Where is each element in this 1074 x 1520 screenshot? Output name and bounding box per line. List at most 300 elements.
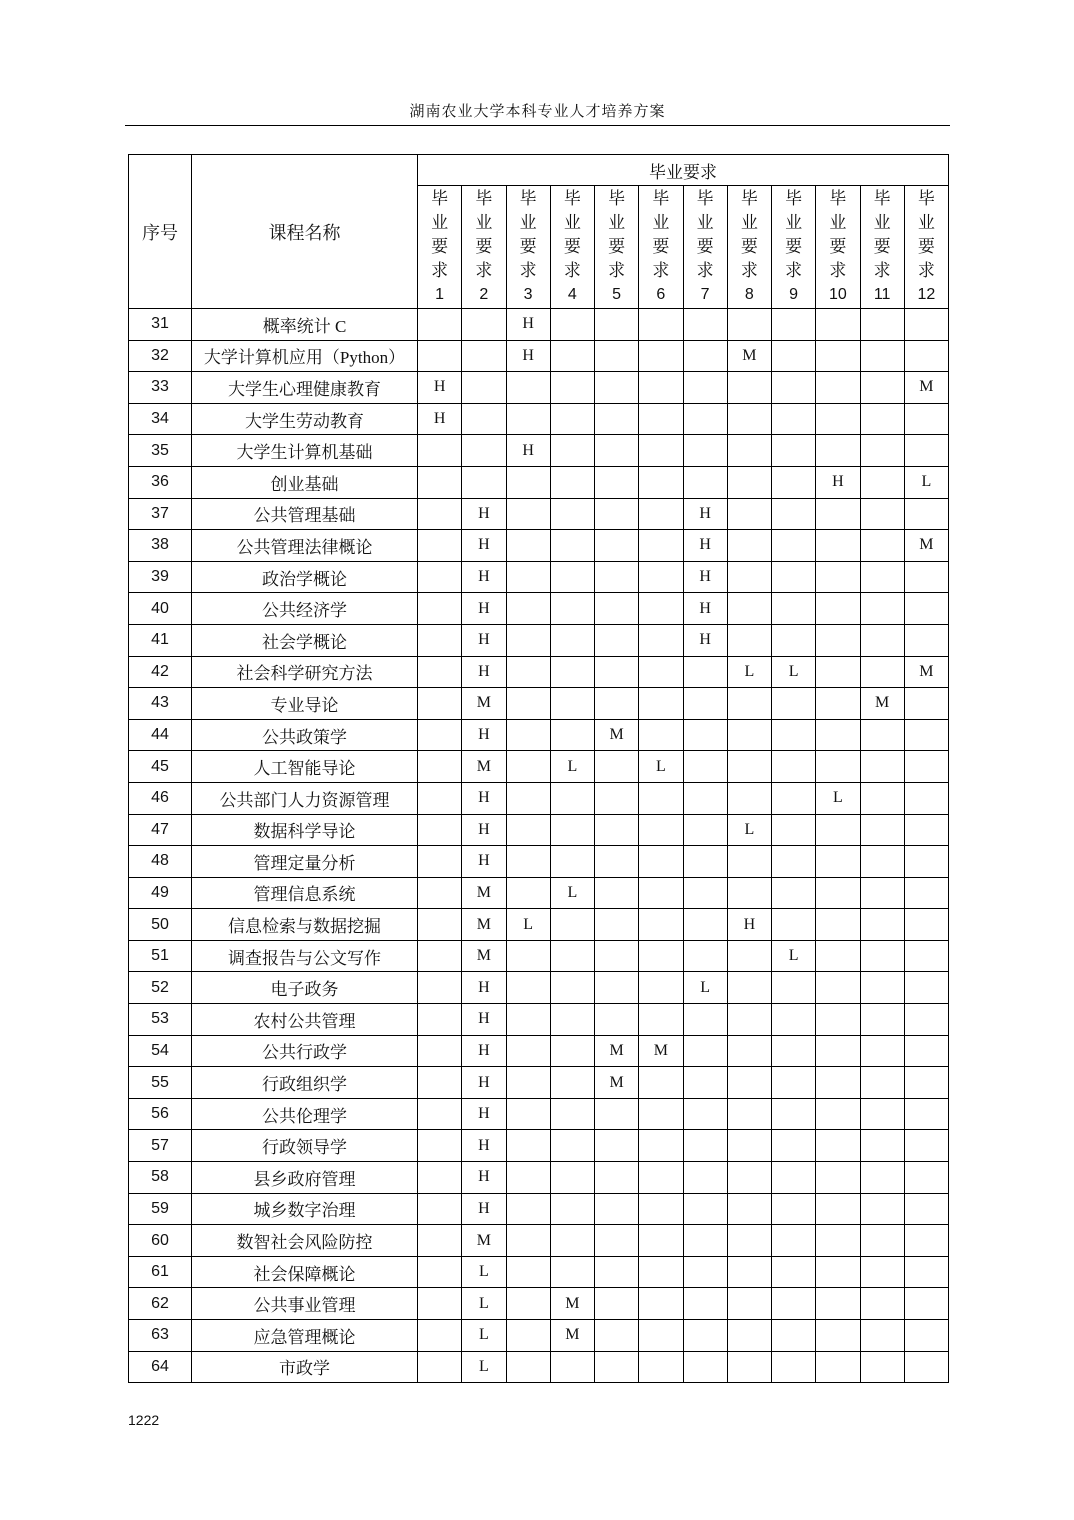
row-number: 46 <box>129 782 192 814</box>
requirement-mark <box>418 498 462 530</box>
requirement-mark: M <box>462 1225 506 1257</box>
requirement-mark <box>816 403 860 435</box>
requirement-mark <box>418 1067 462 1099</box>
col-header-requirement <box>639 186 683 309</box>
requirement-number: 11 <box>873 286 891 303</box>
course-name: 社会科学研究方法 <box>192 656 418 688</box>
course-name: 市政学 <box>192 1351 418 1383</box>
requirement-mark: H <box>462 593 506 625</box>
requirement-mark <box>418 877 462 909</box>
requirement-mark <box>727 1098 771 1130</box>
requirement-mark <box>418 1256 462 1288</box>
requirement-mark <box>816 1130 860 1162</box>
requirement-mark <box>683 877 727 909</box>
requirement-mark <box>727 1256 771 1288</box>
requirement-mark <box>683 1067 727 1099</box>
requirement-mark <box>860 1256 904 1288</box>
requirement-mark <box>506 1288 550 1320</box>
requirement-label: 毕业要求 <box>696 189 714 280</box>
requirement-mark <box>860 1225 904 1257</box>
requirement-mark <box>904 1004 948 1036</box>
row-number: 47 <box>129 814 192 846</box>
requirement-mark <box>595 1256 639 1288</box>
requirement-mark <box>639 372 683 404</box>
requirement-mark <box>816 877 860 909</box>
col-header-requirement <box>772 186 816 309</box>
row-number: 38 <box>129 530 192 562</box>
requirement-mark <box>727 877 771 909</box>
requirement-mark <box>816 940 860 972</box>
requirement-mark <box>595 1351 639 1383</box>
requirement-mark <box>816 435 860 467</box>
requirement-mark: H <box>462 814 506 846</box>
requirement-mark <box>860 498 904 530</box>
requirement-mark <box>772 1162 816 1194</box>
table-row <box>129 1288 949 1320</box>
requirement-mark: H <box>506 340 550 372</box>
table-row <box>129 877 949 909</box>
requirement-label: 毕业要求 <box>829 189 847 280</box>
requirement-mark <box>772 309 816 341</box>
requirement-mark <box>550 909 594 941</box>
requirement-mark: M <box>462 909 506 941</box>
requirement-mark <box>550 1351 594 1383</box>
course-name: 创业基础 <box>192 466 418 498</box>
requirement-number: 3 <box>523 286 533 303</box>
requirement-mark <box>772 846 816 878</box>
requirement-mark <box>550 1256 594 1288</box>
requirement-mark <box>816 909 860 941</box>
col-header-requirement <box>506 186 550 309</box>
requirement-mark: M <box>595 1035 639 1067</box>
requirement-mark <box>506 656 550 688</box>
requirement-mark: H <box>462 1067 506 1099</box>
requirement-mark <box>462 466 506 498</box>
requirement-mark <box>683 309 727 341</box>
requirement-mark <box>727 846 771 878</box>
requirement-mark <box>418 1320 462 1352</box>
requirement-mark <box>595 466 639 498</box>
requirement-number: 6 <box>656 286 666 303</box>
requirement-mark <box>683 846 727 878</box>
requirement-mark <box>772 561 816 593</box>
requirement-mark <box>727 1162 771 1194</box>
requirement-mark <box>772 719 816 751</box>
requirement-mark <box>595 972 639 1004</box>
table-row <box>129 1320 949 1352</box>
requirement-mark <box>506 1035 550 1067</box>
requirement-number: 1 <box>435 286 445 303</box>
requirement-mark <box>595 403 639 435</box>
requirement-mark <box>772 593 816 625</box>
requirement-mark: M <box>462 877 506 909</box>
requirement-label: 毕业要求 <box>608 189 626 280</box>
requirement-mark <box>595 1130 639 1162</box>
requirement-label: 毕业要求 <box>917 189 935 280</box>
requirement-mark <box>550 940 594 972</box>
requirement-mark <box>683 1193 727 1225</box>
requirement-mark <box>418 1288 462 1320</box>
requirement-mark <box>418 1098 462 1130</box>
requirement-mark <box>550 561 594 593</box>
requirement-mark <box>550 1067 594 1099</box>
requirement-mark <box>816 814 860 846</box>
requirement-mark <box>904 624 948 656</box>
requirement-mark <box>727 561 771 593</box>
table-row <box>129 1256 949 1288</box>
requirement-mark: M <box>727 340 771 372</box>
requirement-mark <box>683 372 727 404</box>
requirement-mark <box>418 688 462 720</box>
requirement-mark: H <box>462 1035 506 1067</box>
table-row <box>129 624 949 656</box>
running-header: 湖南农业大学本科专业人才培养方案 <box>409 104 666 120</box>
header-row-group <box>129 155 949 186</box>
requirement-mark: M <box>860 688 904 720</box>
row-number: 31 <box>129 309 192 341</box>
requirement-mark <box>816 1035 860 1067</box>
requirement-label: 毕业要求 <box>519 189 537 280</box>
requirement-mark <box>550 340 594 372</box>
requirement-mark <box>418 561 462 593</box>
requirement-mark <box>727 466 771 498</box>
requirement-mark <box>550 719 594 751</box>
course-name: 管理信息系统 <box>192 877 418 909</box>
requirement-number: 2 <box>479 286 489 303</box>
requirement-mark <box>683 688 727 720</box>
requirement-mark <box>418 751 462 783</box>
requirement-mark: H <box>418 403 462 435</box>
requirement-number: 8 <box>744 286 754 303</box>
requirement-label: 毕业要求 <box>785 189 803 280</box>
requirement-label: 毕业要求 <box>563 189 581 280</box>
requirement-mark <box>639 1004 683 1036</box>
requirement-mark <box>506 719 550 751</box>
requirement-mark <box>772 1130 816 1162</box>
requirement-mark <box>506 751 550 783</box>
requirement-mark <box>639 624 683 656</box>
requirement-mark <box>595 372 639 404</box>
table-row <box>129 1035 949 1067</box>
requirement-mark: L <box>462 1256 506 1288</box>
row-number: 39 <box>129 561 192 593</box>
requirement-mark <box>816 1098 860 1130</box>
requirement-mark <box>683 1004 727 1036</box>
requirement-mark: L <box>772 940 816 972</box>
course-name: 农村公共管理 <box>192 1004 418 1036</box>
course-name: 行政领导学 <box>192 1130 418 1162</box>
requirement-mark <box>595 782 639 814</box>
requirement-mark <box>772 877 816 909</box>
course-name: 公共政策学 <box>192 719 418 751</box>
requirement-mark <box>772 1225 816 1257</box>
requirement-mark <box>904 1067 948 1099</box>
requirement-mark <box>727 1193 771 1225</box>
requirement-mark <box>639 1162 683 1194</box>
requirement-mark: M <box>595 719 639 751</box>
requirement-mark <box>550 466 594 498</box>
requirement-mark <box>595 593 639 625</box>
requirement-mark <box>639 1193 683 1225</box>
requirement-mark <box>816 1256 860 1288</box>
requirement-mark <box>595 1225 639 1257</box>
requirement-mark: L <box>462 1320 506 1352</box>
row-number: 60 <box>129 1225 192 1257</box>
requirement-mark <box>639 782 683 814</box>
requirement-mark <box>595 909 639 941</box>
requirement-mark <box>462 340 506 372</box>
requirement-mark <box>772 909 816 941</box>
requirement-mark <box>904 688 948 720</box>
requirement-mark <box>860 1098 904 1130</box>
col-header-requirement <box>595 186 639 309</box>
requirement-mark <box>860 530 904 562</box>
requirement-mark: L <box>550 751 594 783</box>
requirement-mark <box>595 688 639 720</box>
requirement-mark <box>816 688 860 720</box>
row-number: 43 <box>129 688 192 720</box>
col-header-requirement <box>816 186 860 309</box>
table-row <box>129 498 949 530</box>
course-name: 信息检索与数据挖掘 <box>192 909 418 941</box>
requirement-mark <box>550 1193 594 1225</box>
course-name: 公共管理基础 <box>192 498 418 530</box>
requirement-mark <box>816 561 860 593</box>
requirement-mark <box>904 403 948 435</box>
requirement-mark <box>595 309 639 341</box>
requirement-label: 毕业要求 <box>652 189 670 280</box>
row-number: 53 <box>129 1004 192 1036</box>
table-row <box>129 372 949 404</box>
requirement-mark <box>550 1035 594 1067</box>
requirement-mark <box>904 719 948 751</box>
table-row <box>129 1130 949 1162</box>
requirement-mark <box>816 751 860 783</box>
requirement-mark <box>595 814 639 846</box>
requirement-mark <box>639 1130 683 1162</box>
requirement-mark <box>904 814 948 846</box>
requirement-mark <box>683 403 727 435</box>
requirement-mark <box>816 846 860 878</box>
requirement-mark <box>860 1193 904 1225</box>
requirement-mark <box>772 530 816 562</box>
requirement-mark <box>506 1351 550 1383</box>
row-number: 55 <box>129 1067 192 1099</box>
table-row <box>129 814 949 846</box>
requirement-mark <box>772 498 816 530</box>
requirement-mark <box>860 877 904 909</box>
table-row <box>129 561 949 593</box>
row-number: 33 <box>129 372 192 404</box>
requirement-mark <box>550 1004 594 1036</box>
requirement-mark <box>506 624 550 656</box>
row-number: 58 <box>129 1162 192 1194</box>
requirement-mark <box>727 309 771 341</box>
row-number: 36 <box>129 466 192 498</box>
requirement-mark <box>904 1351 948 1383</box>
row-number: 63 <box>129 1320 192 1352</box>
col-header-requirement <box>418 186 462 309</box>
table-row <box>129 1067 949 1099</box>
requirement-mark: H <box>462 530 506 562</box>
table-row <box>129 1162 949 1194</box>
requirement-mark <box>595 846 639 878</box>
requirement-mark <box>860 1035 904 1067</box>
requirement-mark <box>639 435 683 467</box>
requirement-mark <box>550 403 594 435</box>
requirement-label: 毕业要求 <box>873 189 891 280</box>
course-name: 人工智能导论 <box>192 751 418 783</box>
requirement-mark: H <box>727 909 771 941</box>
requirement-mark <box>860 1130 904 1162</box>
requirement-mark <box>595 1320 639 1352</box>
requirement-mark <box>639 1098 683 1130</box>
course-name: 数据科学导论 <box>192 814 418 846</box>
course-name: 大学计算机应用（Python） <box>192 340 418 372</box>
requirement-mark <box>418 972 462 1004</box>
requirement-mark <box>816 1067 860 1099</box>
requirement-mark <box>462 403 506 435</box>
requirement-mark: H <box>462 1004 506 1036</box>
requirement-mark <box>639 1288 683 1320</box>
requirement-mark <box>595 624 639 656</box>
requirement-mark: M <box>462 688 506 720</box>
requirement-mark <box>904 340 948 372</box>
requirement-mark <box>860 751 904 783</box>
requirement-mark <box>506 498 550 530</box>
table-row <box>129 1225 949 1257</box>
requirement-mark: L <box>727 814 771 846</box>
requirement-mark <box>418 340 462 372</box>
requirement-mark <box>550 624 594 656</box>
requirement-mark <box>727 972 771 1004</box>
requirement-mark <box>772 1320 816 1352</box>
requirement-mark <box>550 972 594 1004</box>
requirement-mark <box>904 309 948 341</box>
requirement-mark: L <box>727 656 771 688</box>
requirement-mark: L <box>772 656 816 688</box>
row-number: 51 <box>129 940 192 972</box>
course-name: 大学生心理健康教育 <box>192 372 418 404</box>
requirement-mark <box>860 309 904 341</box>
requirement-mark <box>727 624 771 656</box>
course-name: 电子政务 <box>192 972 418 1004</box>
requirement-mark <box>816 719 860 751</box>
requirement-number: 4 <box>567 286 577 303</box>
requirement-mark <box>816 340 860 372</box>
requirement-mark <box>506 403 550 435</box>
requirement-mark <box>506 1193 550 1225</box>
requirement-mark <box>418 1162 462 1194</box>
requirement-label: 毕业要求 <box>740 189 758 280</box>
requirement-mark <box>639 814 683 846</box>
requirement-mark <box>595 656 639 688</box>
requirement-mark <box>860 561 904 593</box>
requirement-mark <box>727 1067 771 1099</box>
requirement-mark <box>727 940 771 972</box>
col-header-group: 毕业要求 <box>418 155 949 186</box>
course-name: 公共伦理学 <box>192 1098 418 1130</box>
requirement-mark <box>772 1098 816 1130</box>
requirement-mark <box>683 1256 727 1288</box>
requirement-mark <box>816 309 860 341</box>
requirement-mark <box>727 688 771 720</box>
requirement-mark <box>550 530 594 562</box>
requirement-mark: M <box>462 751 506 783</box>
requirement-mark <box>860 624 904 656</box>
table-row <box>129 435 949 467</box>
requirement-mark <box>595 340 639 372</box>
requirement-mark <box>639 719 683 751</box>
requirement-mark <box>550 309 594 341</box>
course-name: 数智社会风险防控 <box>192 1225 418 1257</box>
requirement-mark <box>639 498 683 530</box>
row-number: 56 <box>129 1098 192 1130</box>
requirement-mark: M <box>904 372 948 404</box>
requirement-mark <box>860 1162 904 1194</box>
requirement-mark <box>550 435 594 467</box>
requirement-mark <box>550 593 594 625</box>
requirement-mark <box>727 1035 771 1067</box>
requirement-mark <box>595 751 639 783</box>
course-name: 大学生劳动教育 <box>192 403 418 435</box>
requirement-mark <box>550 1098 594 1130</box>
requirement-mark <box>816 1351 860 1383</box>
requirement-mark: H <box>462 656 506 688</box>
requirement-mark <box>727 1004 771 1036</box>
course-name: 应急管理概论 <box>192 1320 418 1352</box>
requirement-mark <box>506 814 550 846</box>
requirement-mark <box>639 877 683 909</box>
requirement-mark <box>904 1320 948 1352</box>
requirement-mark <box>772 466 816 498</box>
col-header-no: 序号 <box>129 155 192 309</box>
requirement-mark <box>816 1004 860 1036</box>
requirement-mark: M <box>550 1288 594 1320</box>
requirement-mark <box>860 846 904 878</box>
requirement-mark <box>904 1162 948 1194</box>
requirement-mark <box>904 846 948 878</box>
requirement-mark <box>860 593 904 625</box>
col-header-requirement <box>550 186 594 309</box>
row-number: 45 <box>129 751 192 783</box>
row-number: 40 <box>129 593 192 625</box>
requirement-mark: L <box>506 909 550 941</box>
row-number: 32 <box>129 340 192 372</box>
requirement-mark <box>418 435 462 467</box>
requirement-mark <box>727 435 771 467</box>
requirement-mark <box>639 1320 683 1352</box>
requirement-mark <box>418 909 462 941</box>
requirement-number: 9 <box>789 286 799 303</box>
requirement-mark <box>860 1004 904 1036</box>
requirement-mark <box>904 909 948 941</box>
requirement-mark <box>418 782 462 814</box>
requirement-mark <box>860 1320 904 1352</box>
requirement-mark <box>860 466 904 498</box>
col-header-requirement <box>462 186 506 309</box>
requirement-mark <box>816 1320 860 1352</box>
requirement-mark <box>904 1256 948 1288</box>
requirement-mark <box>506 1162 550 1194</box>
requirement-mark <box>683 1035 727 1067</box>
course-name: 管理定量分析 <box>192 846 418 878</box>
requirement-mark <box>816 1193 860 1225</box>
requirement-mark <box>860 656 904 688</box>
requirement-mark: H <box>462 1193 506 1225</box>
requirement-mark <box>772 1288 816 1320</box>
table-row <box>129 466 949 498</box>
